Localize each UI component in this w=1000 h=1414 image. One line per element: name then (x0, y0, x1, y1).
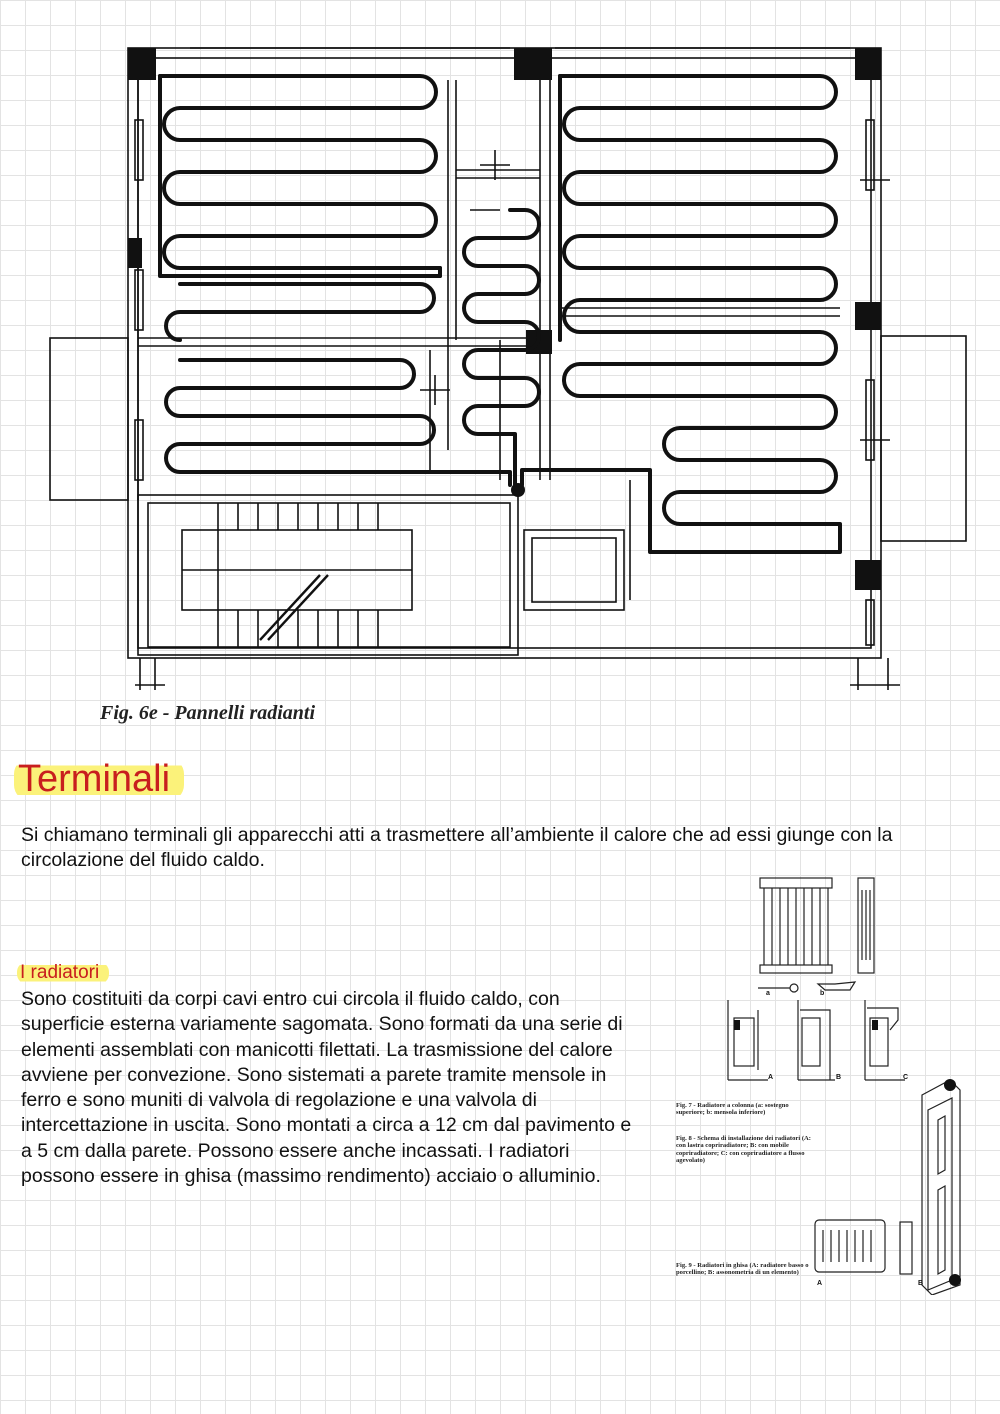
label-a: a (766, 990, 770, 997)
label-fig8-B: B (836, 1074, 842, 1081)
fig9-caption: Fig. 9 - Radiatori in ghisa (A: radiatore basso o porcellino; B: assonometria di un elemento) (676, 1262, 809, 1277)
fig8-caption: Fig. 8 - Schema di installazione dei radiatori (A: con lastra copriradiatore; B: con mobile copriradiatore; C: con copriradiatore a flusso agevolato) (676, 1135, 811, 1165)
radiator-drawings (660, 870, 980, 1295)
floor-plan-drawing (40, 40, 970, 700)
label-b: b (820, 990, 825, 997)
intro-paragraph: Si chiamano terminali gli apparecchi atti a trasmettere all’ambiente il calore che ad essi giunge con la circolazione del fluido caldo. (21, 824, 893, 871)
section-heading: Terminali (14, 758, 184, 801)
label-fig8-A: A (768, 1074, 774, 1081)
radiator-illustrations (660, 870, 980, 1295)
label-fig9-A: A (817, 1280, 823, 1287)
label-fig8-C: C (903, 1074, 909, 1081)
label-fig9-B: B (918, 1280, 924, 1287)
radiatori-paragraph: Sono costituiti da corpi cavi entro cui circola il fluido caldo, con superficie esterna variamente sagomata. Sono formati da una serie di elementi assemblati con manicotti filettati. La trasmissione del calore avviene per convezione. Sono sistemati a parete tramite mensole in ferro e sono muniti di valvola di regolazione e una valvola di intercettazione in uscita. Sono montati a circa a 12 cm dal pavimento e a 5 cm dalla parete. Possono essere anche incassati. I radiatori possono essere in ghisa (massimo rendimento) acciaio o alluminio. (21, 988, 632, 1188)
fig7-caption: Fig. 7 - Radiatore a colonna (a: sostegno superiore; b: mensola inferiore) (676, 1102, 789, 1117)
subsection-heading: I radiatori (17, 962, 109, 984)
figure-caption: Fig. 6e - Pannelli radianti (100, 702, 316, 724)
